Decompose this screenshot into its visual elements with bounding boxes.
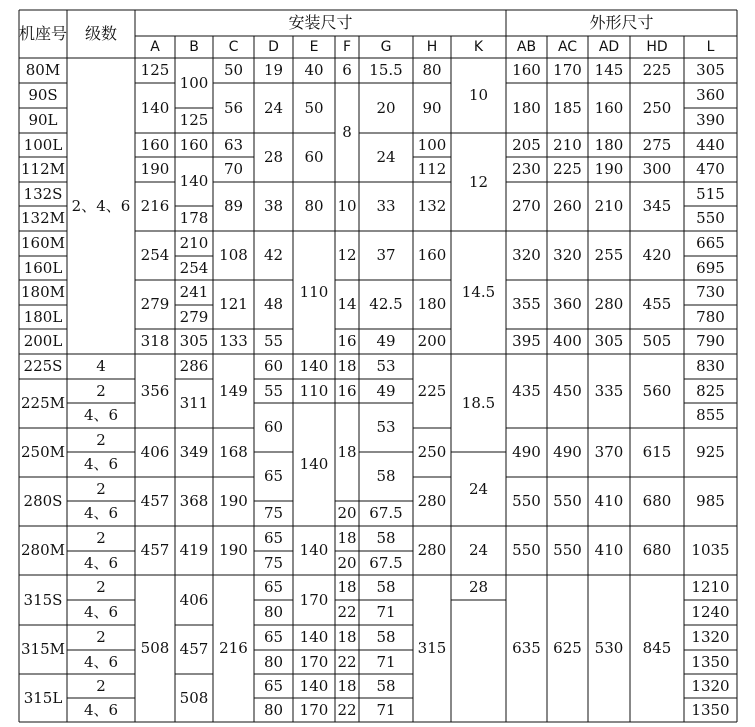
value-cell-c: 190: [219, 541, 248, 559]
value-cell-a: 140: [140, 98, 170, 117]
value-cell-a: 508: [140, 639, 170, 657]
pole-cell: 4、6: [83, 504, 119, 522]
value-cell-l: 925: [696, 443, 725, 461]
value-cell-b: 419: [179, 541, 209, 559]
value-cell-a: 457: [140, 541, 170, 559]
pole-cell: 2: [96, 529, 106, 547]
value-cell-l: 825: [696, 381, 725, 400]
value-cell-ab: 230: [512, 160, 541, 178]
model-cell: 250M: [21, 443, 65, 461]
value-cell-f: 10: [337, 197, 357, 215]
column-header-g: G: [380, 39, 392, 55]
value-cell-a: 160: [140, 135, 170, 154]
value-cell-ac: 225: [553, 160, 582, 178]
value-cell-e: 110: [299, 283, 329, 301]
value-cell-h: 180: [417, 295, 447, 313]
value-cell-l: 830: [696, 357, 725, 375]
value-cell-l: 790: [696, 332, 725, 350]
pole-cell: 2: [96, 676, 106, 695]
value-cell-f: 6: [342, 61, 352, 79]
value-cell-b: 349: [179, 443, 209, 461]
value-cell-k: 24: [468, 541, 489, 559]
value-cell-hd: 455: [642, 295, 672, 313]
value-cell-g: 67.5: [369, 504, 403, 522]
value-cell-hd: 225: [642, 61, 672, 79]
value-cell-c: 190: [219, 492, 248, 510]
column-header-h: H: [426, 39, 438, 55]
model-cell: 180L: [23, 307, 63, 326]
pole-cell: 4、6: [83, 603, 119, 621]
value-cell-e: 110: [299, 381, 329, 400]
pole-cell: 2: [96, 430, 106, 449]
model-cell: 200L: [23, 332, 63, 350]
value-cell-ad: 255: [594, 246, 624, 264]
value-cell-h: 280: [417, 541, 447, 559]
value-cell-e: 140: [299, 455, 329, 473]
value-cell-a: 356: [140, 381, 170, 400]
value-cell-b: 100: [179, 73, 209, 92]
value-cell-k: 18.5: [461, 393, 496, 412]
value-cell-ad: 530: [594, 639, 624, 657]
value-cell-g: 58: [376, 578, 396, 596]
header-outline-dims: 外形尺寸: [589, 13, 654, 32]
value-cell-b: 406: [179, 590, 209, 609]
value-cell-g: 67.5: [369, 553, 403, 572]
value-cell-c: 121: [219, 295, 248, 313]
value-cell-l: 1350: [691, 700, 730, 719]
value-cell-g: 20: [376, 98, 396, 117]
value-cell-f: 20: [337, 504, 357, 522]
value-cell-b: 311: [179, 394, 209, 412]
value-cell-a: 216: [140, 197, 170, 215]
model-cell: 80M: [25, 61, 61, 79]
value-cell-c: 149: [219, 381, 248, 400]
value-cell-ac: 450: [553, 381, 582, 400]
value-cell-c: 216: [219, 639, 248, 657]
value-cell-b: 279: [179, 307, 209, 326]
value-cell-f: 18: [337, 529, 357, 547]
column-header-l: L: [706, 39, 715, 55]
value-cell-h: 280: [417, 492, 447, 510]
value-cell-ad: 190: [594, 160, 624, 178]
value-cell-g: 58: [376, 467, 396, 485]
column-header-e: E: [309, 39, 319, 55]
value-cell-d: 55: [263, 332, 284, 350]
value-cell-f: 22: [337, 603, 357, 621]
value-cell-ab: 550: [512, 492, 541, 510]
value-cell-e: 170: [299, 700, 329, 719]
value-cell-hd: 300: [642, 160, 672, 178]
value-cell-e: 140: [299, 357, 329, 375]
value-cell-c: 89: [223, 197, 244, 215]
model-cell: 100L: [23, 135, 63, 154]
pole-cell: 2: [96, 381, 106, 400]
value-cell-g: 24: [376, 148, 396, 166]
value-cell-d: 48: [263, 295, 284, 313]
model-cell: 90S: [28, 86, 58, 104]
pole-cell: 2: [96, 628, 106, 646]
value-cell-d: 60: [263, 418, 284, 436]
value-cell-h: 132: [417, 197, 447, 215]
value-cell-g: 71: [376, 700, 396, 719]
value-cell-ad: 410: [594, 492, 624, 510]
value-cell-d: 75: [263, 553, 284, 572]
value-cell-ab: 355: [512, 295, 541, 313]
value-cell-k: 14.5: [461, 283, 496, 301]
value-cell-hd: 615: [642, 443, 672, 461]
value-cell-k: 12: [468, 172, 489, 191]
header-model-no: 机座号: [19, 24, 68, 44]
value-cell-ac: 185: [553, 98, 582, 117]
value-cell-ab: 635: [512, 639, 541, 657]
value-cell-l: 985: [696, 492, 725, 510]
value-cell-b: 210: [179, 234, 209, 252]
value-cell-hd: 680: [642, 492, 672, 510]
value-cell-l: 1210: [691, 578, 730, 596]
value-cell-a: 125: [140, 61, 170, 79]
value-cell-e: 170: [299, 652, 329, 671]
value-cell-b: 286: [179, 357, 209, 375]
value-cell-h: 250: [417, 443, 447, 461]
model-cell: 160M: [21, 234, 65, 252]
value-cell-f: 12: [337, 246, 357, 264]
value-cell-l: 695: [696, 258, 725, 277]
value-cell-g: 53: [376, 418, 396, 436]
value-cell-d: 80: [263, 603, 284, 621]
column-header-f: F: [342, 39, 352, 55]
value-cell-hd: 845: [642, 639, 672, 657]
value-cell-h: 80: [422, 61, 442, 79]
value-cell-g: 37: [376, 246, 396, 264]
pole-cell: 4: [96, 357, 106, 375]
value-cell-f: 16: [337, 332, 357, 350]
model-cell: 90L: [28, 111, 58, 129]
column-header-c: C: [228, 39, 239, 55]
value-cell-d: 80: [263, 652, 284, 671]
value-cell-f: 8: [342, 123, 352, 141]
model-cell: 132S: [23, 184, 63, 203]
model-cell: 315M: [21, 640, 65, 658]
value-cell-f: 18: [337, 628, 357, 646]
pole-cell: 2: [96, 479, 106, 498]
model-cell: 180M: [21, 283, 65, 301]
value-cell-f: 14: [337, 295, 357, 313]
value-cell-ad: 180: [594, 135, 624, 154]
value-cell-ad: 280: [594, 295, 624, 313]
value-cell-l: 360: [696, 86, 725, 104]
value-cell-ab: 205: [512, 135, 541, 154]
value-cell-k: 24: [468, 479, 489, 498]
model-cell: 280M: [21, 541, 65, 559]
value-cell-d: 65: [263, 578, 284, 596]
value-cell-f: 18: [337, 578, 357, 596]
value-cell-k: 10: [468, 86, 489, 104]
value-cell-h: 225: [417, 381, 447, 400]
value-cell-l: 1320: [691, 676, 730, 695]
value-cell-h: 315: [417, 639, 447, 657]
header-install-dims: 安装尺寸: [288, 13, 353, 32]
value-cell-h: 100: [417, 135, 447, 154]
value-cell-a: 254: [140, 246, 170, 264]
model-cell: 112M: [21, 160, 65, 178]
value-cell-ad: 210: [594, 197, 624, 215]
value-cell-h: 160: [417, 246, 447, 264]
value-cell-l: 470: [696, 160, 725, 178]
model-cell: 315S: [23, 590, 63, 609]
value-cell-b: 125: [179, 111, 209, 129]
value-cell-ac: 170: [553, 61, 582, 79]
value-cell-d: 65: [263, 628, 284, 646]
value-cell-ac: 260: [553, 197, 582, 215]
value-cell-d: 75: [263, 504, 284, 522]
value-cell-d: 28: [263, 148, 284, 166]
value-cell-e: 50: [304, 98, 324, 117]
value-cell-hd: 275: [642, 135, 672, 154]
value-cell-ab: 160: [512, 61, 541, 79]
value-cell-ac: 550: [553, 492, 582, 510]
value-cell-d: 65: [263, 529, 284, 547]
value-cell-l: 440: [696, 135, 725, 154]
value-cell-a: 318: [140, 332, 170, 350]
value-cell-d: 65: [263, 676, 284, 695]
value-cell-ab: 550: [512, 541, 541, 559]
column-header-a: A: [150, 39, 160, 55]
value-cell-ad: 370: [594, 443, 624, 461]
value-cell-l: 305: [696, 61, 725, 79]
column-header-b: B: [189, 39, 199, 55]
value-cell-hd: 680: [642, 541, 672, 559]
value-cell-l: 1350: [691, 652, 730, 671]
value-cell-g: 33: [376, 197, 396, 215]
value-cell-l: 1035: [691, 541, 730, 559]
value-cell-g: 58: [376, 628, 396, 646]
value-cell-d: 65: [263, 467, 284, 485]
pole-cell: 2、4、6: [71, 196, 131, 215]
value-cell-c: 50: [223, 61, 244, 79]
value-cell-l: 780: [696, 307, 725, 326]
value-cell-ad: 305: [594, 332, 624, 350]
value-cell-ad: 160: [594, 98, 624, 117]
header-pole-count: 级数: [84, 24, 117, 43]
pole-cell: 4、6: [83, 455, 119, 473]
value-cell-ad: 410: [594, 541, 624, 559]
value-cell-ac: 360: [553, 295, 582, 313]
value-cell-g: 49: [376, 332, 396, 350]
model-cell: 225S: [23, 357, 63, 375]
value-cell-f: 22: [337, 652, 357, 671]
pole-cell: 2: [96, 578, 106, 596]
value-cell-l: 855: [696, 406, 725, 424]
value-cell-c: 108: [219, 246, 248, 264]
value-cell-ac: 320: [553, 246, 582, 264]
value-cell-l: 1240: [691, 603, 730, 621]
value-cell-e: 140: [299, 676, 329, 695]
value-cell-l: 665: [696, 234, 725, 252]
value-cell-hd: 505: [642, 332, 672, 350]
value-cell-f: 22: [337, 700, 357, 719]
value-cell-f: 18: [337, 442, 357, 461]
value-cell-k: 28: [468, 578, 489, 596]
value-cell-ad: 145: [594, 61, 624, 79]
value-cell-ac: 625: [553, 639, 582, 657]
value-cell-b: 241: [179, 283, 209, 301]
value-cell-g: 71: [376, 652, 396, 671]
pole-cell: 4、6: [83, 700, 119, 719]
column-header-ab: AB: [516, 39, 537, 55]
value-cell-l: 550: [696, 209, 725, 227]
value-cell-a: 457: [140, 492, 170, 510]
model-cell: 280S: [23, 492, 63, 510]
value-cell-a: 406: [140, 443, 170, 461]
value-cell-ac: 400: [553, 332, 582, 350]
value-cell-e: 60: [304, 148, 324, 166]
model-cell: 225M: [21, 394, 65, 412]
value-cell-l: 515: [696, 184, 725, 203]
value-cell-d: 80: [263, 700, 284, 719]
value-cell-c: 133: [219, 332, 248, 350]
value-cell-c: 168: [219, 443, 248, 461]
value-cell-l: 390: [696, 111, 725, 129]
value-cell-c: 63: [223, 135, 244, 154]
value-cell-b: 508: [179, 688, 209, 707]
value-cell-hd: 560: [642, 381, 672, 400]
value-cell-ac: 490: [553, 443, 582, 461]
value-cell-g: 49: [376, 381, 396, 400]
column-header-ad: AD: [598, 39, 620, 55]
value-cell-b: 368: [179, 492, 209, 510]
model-cell: 160L: [23, 258, 63, 277]
value-cell-g: 58: [376, 676, 396, 695]
value-cell-b: 254: [179, 258, 209, 277]
value-cell-e: 40: [304, 61, 324, 79]
value-cell-a: 190: [140, 160, 170, 178]
value-cell-l: 1320: [691, 628, 730, 646]
value-cell-c: 56: [223, 98, 244, 117]
value-cell-d: 60: [263, 357, 284, 375]
value-cell-g: 53: [376, 357, 396, 375]
value-cell-hd: 420: [642, 246, 672, 264]
model-cell: 315L: [23, 688, 63, 707]
value-cell-c: 70: [223, 160, 244, 178]
value-cell-hd: 345: [642, 197, 672, 215]
pole-cell: 4、6: [83, 553, 119, 572]
value-cell-ab: 395: [512, 332, 541, 350]
pole-cell: 4、6: [83, 406, 119, 424]
value-cell-d: 19: [263, 61, 284, 79]
model-cell: 132M: [21, 209, 65, 227]
value-cell-f: 18: [337, 357, 357, 375]
column-header-ac: AC: [557, 39, 578, 55]
value-cell-b: 140: [179, 172, 209, 190]
value-cell-b: 178: [179, 209, 209, 227]
value-cell-h: 112: [417, 160, 447, 178]
value-cell-ab: 490: [512, 443, 541, 461]
value-cell-g: 15.5: [369, 61, 403, 79]
column-header-k: K: [473, 39, 484, 55]
value-cell-b: 457: [179, 640, 209, 658]
value-cell-e: 170: [299, 590, 329, 609]
value-cell-e: 80: [304, 197, 324, 215]
value-cell-f: 18: [337, 676, 357, 695]
value-cell-ad: 335: [594, 381, 624, 400]
value-cell-ab: 180: [512, 98, 541, 117]
value-cell-ac: 210: [553, 135, 582, 154]
value-cell-l: 730: [696, 283, 725, 301]
value-cell-ab: 270: [512, 197, 541, 215]
value-cell-b: 305: [179, 332, 209, 350]
value-cell-d: 24: [263, 98, 284, 117]
value-cell-ac: 550: [553, 541, 582, 559]
value-cell-g: 71: [376, 603, 396, 621]
value-cell-hd: 250: [642, 98, 672, 117]
value-cell-f: 20: [337, 553, 357, 572]
value-cell-d: 38: [263, 197, 284, 215]
value-cell-d: 55: [263, 381, 284, 400]
value-cell-h: 90: [422, 98, 442, 117]
value-cell-ab: 320: [512, 246, 541, 264]
pole-cell: 4、6: [83, 652, 119, 671]
value-cell-e: 140: [299, 628, 329, 646]
value-cell-g: 58: [376, 529, 396, 547]
value-cell-ab: 435: [512, 381, 541, 400]
value-cell-e: 140: [299, 541, 329, 559]
value-cell-a: 279: [140, 295, 170, 313]
value-cell-h: 200: [417, 332, 447, 350]
column-header-d: D: [268, 39, 279, 55]
value-cell-d: 42: [263, 246, 284, 264]
value-cell-b: 160: [179, 135, 209, 154]
column-header-hd: HD: [646, 39, 668, 55]
value-cell-g: 42.5: [369, 295, 403, 313]
value-cell-f: 16: [337, 381, 357, 400]
